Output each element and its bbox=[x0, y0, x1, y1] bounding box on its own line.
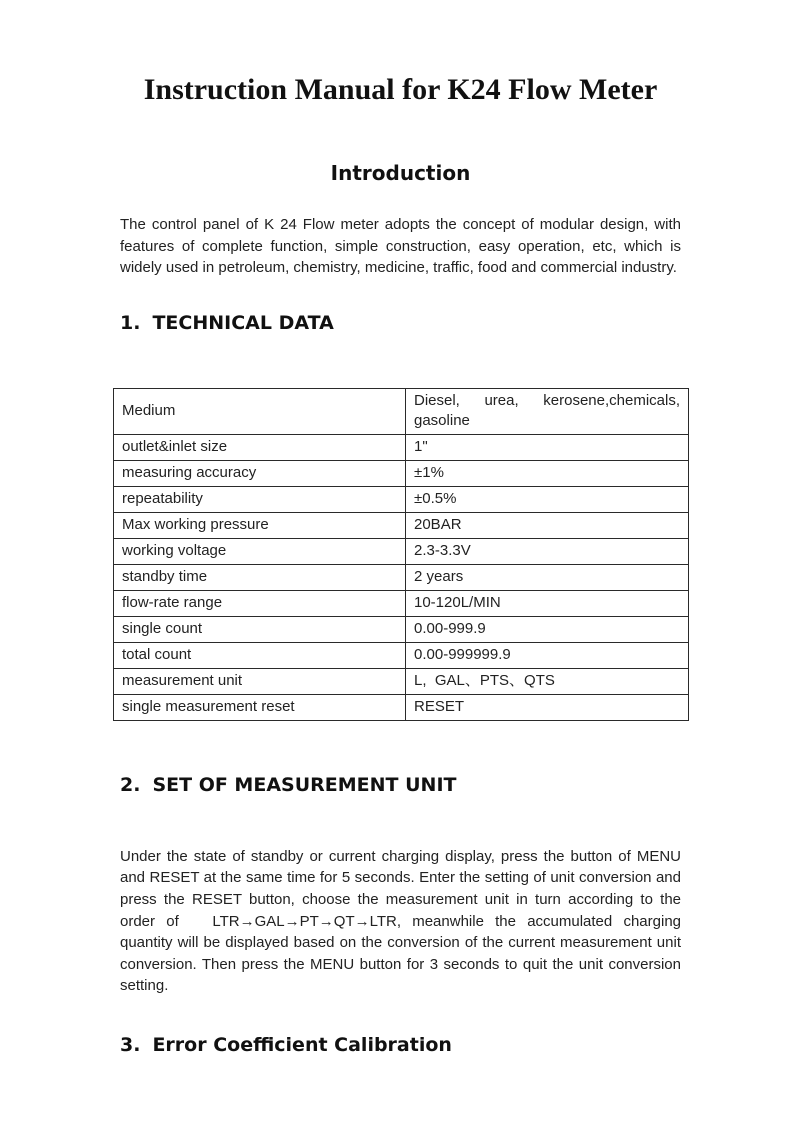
document-title: Instruction Manual for K24 Flow Meter bbox=[143, 73, 658, 106]
section-heading-technical-data bbox=[120, 311, 681, 336]
spec-label-cell: Medium bbox=[114, 388, 406, 434]
set-measurement-unit-paragraph: Under the state of standby or current charging display, press the button of MENU and RESET at the same time for 5 seconds. Enter the setting of unit conversion and press the RESET button, choose the measurement unit in turn according to the order of LTR→GAL→PT→QT→LTR, meanwhile the accumulated charging quantity will be displayed based on the conversion of the current measurement unit conversion. Then press the MENU button for 3 seconds to quit the unit conversion setting. bbox=[120, 847, 681, 995]
section-title: TECHNICAL DATA bbox=[152, 311, 334, 334]
spec-label-cell: working voltage bbox=[114, 538, 406, 564]
spec-label-cell: outlet&inlet size bbox=[114, 434, 406, 460]
spec-value-cell: RESET bbox=[406, 694, 689, 720]
spec-label-cell: flow-rate range bbox=[114, 590, 406, 616]
spec-label-cell: single measurement reset bbox=[114, 694, 406, 720]
spec-label-cell: standby time bbox=[114, 564, 406, 590]
table-row bbox=[114, 564, 689, 590]
spec-label-cell: single count bbox=[114, 616, 406, 642]
table-row bbox=[114, 486, 689, 512]
table-row bbox=[114, 388, 689, 434]
table-row bbox=[114, 512, 689, 538]
section-title: SET OF MEASUREMENT UNIT bbox=[152, 773, 457, 796]
table-row bbox=[114, 642, 689, 668]
table-row bbox=[114, 434, 689, 460]
introduction-paragraph: The control panel of K 24 Flow meter adopts the concept of modular design, with features of complete function, simple construction, easy operation, etc, which is widely used in petroleum, chemistry, medicine, traffic, food and commercial industry. bbox=[120, 216, 681, 277]
section-heading-error-calibration bbox=[120, 1033, 681, 1058]
introduction-heading: Introduction bbox=[330, 161, 471, 185]
section-title: Error Coefficient Calibration bbox=[152, 1033, 452, 1056]
spec-value-cell: 20BAR bbox=[406, 512, 689, 538]
table-row bbox=[114, 616, 689, 642]
spec-value-cell: 2.3-3.3V bbox=[406, 538, 689, 564]
spec-label-cell: measuring accuracy bbox=[114, 460, 406, 486]
table-row bbox=[114, 460, 689, 486]
spec-value-cell: 10-120L/MIN bbox=[406, 590, 689, 616]
table-row bbox=[114, 538, 689, 564]
spec-label-cell: measurement unit bbox=[114, 668, 406, 694]
spec-value-cell: 0.00-999.9 bbox=[406, 616, 689, 642]
spec-value-cell: 0.00-999999.9 bbox=[406, 642, 689, 668]
spec-value-cell: ±0.5% bbox=[406, 486, 689, 512]
section-heading-set-measurement-unit bbox=[120, 773, 681, 798]
table-row bbox=[114, 590, 689, 616]
section-number: 3. bbox=[120, 1033, 141, 1056]
spec-value-cell: Diesel, urea, kerosene,chemicals, gasoline bbox=[406, 388, 689, 434]
spec-value-cell: ±1% bbox=[406, 460, 689, 486]
table-row bbox=[114, 668, 689, 694]
spec-label-cell: repeatability bbox=[114, 486, 406, 512]
spec-value-cell: 1" bbox=[406, 434, 689, 460]
section-number: 2. bbox=[120, 773, 141, 796]
section-number: 1. bbox=[120, 311, 141, 334]
technical-data-table bbox=[113, 388, 689, 721]
spec-label-cell: Max working pressure bbox=[114, 512, 406, 538]
spec-label-cell: total count bbox=[114, 642, 406, 668]
spec-value-cell: L, GAL、PTS、QTS bbox=[406, 668, 689, 694]
table-row bbox=[114, 694, 689, 720]
spec-value-cell: 2 years bbox=[406, 564, 689, 590]
